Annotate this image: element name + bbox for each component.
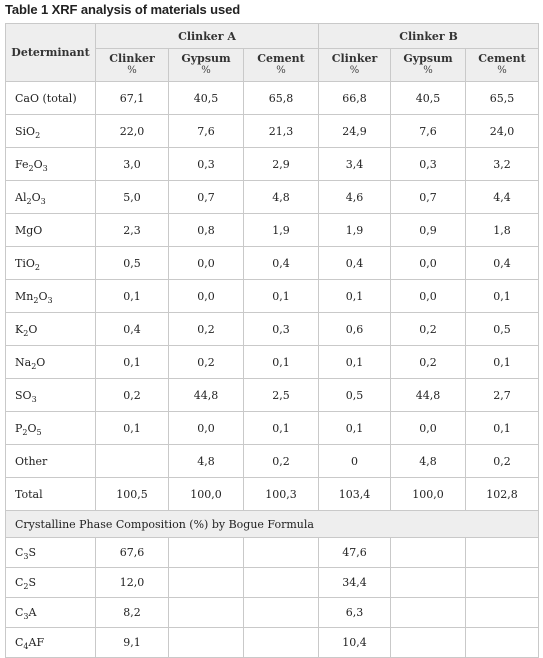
value-cell: 67,1 bbox=[96, 82, 169, 115]
label-tail-subscript: 3 bbox=[42, 163, 48, 173]
value-cell: 4,6 bbox=[319, 181, 391, 214]
column-header bbox=[319, 49, 391, 82]
value-cell: 47,6 bbox=[319, 538, 391, 568]
table-row bbox=[6, 82, 539, 115]
value-cell: 0,5 bbox=[466, 313, 539, 346]
value-cell: 100,0 bbox=[169, 478, 244, 511]
value-cell: 0,1 bbox=[244, 280, 319, 313]
value-cell: 0,1 bbox=[244, 346, 319, 379]
value-cell: 0,2 bbox=[466, 445, 539, 478]
row-label bbox=[6, 445, 96, 478]
value-cell: 0,4 bbox=[244, 247, 319, 280]
value-cell: 2,3 bbox=[96, 214, 169, 247]
label-subscript: 2 bbox=[28, 163, 34, 173]
value-cell: 0,0 bbox=[169, 280, 244, 313]
label-subscript: 2 bbox=[23, 582, 29, 591]
value-cell: 0,5 bbox=[319, 379, 391, 412]
header-row-groups bbox=[6, 24, 539, 49]
value-cell bbox=[466, 598, 539, 628]
label-base: C bbox=[15, 546, 24, 559]
label-subscript: 3 bbox=[31, 394, 37, 404]
value-cell: 0,0 bbox=[391, 247, 466, 280]
value-cell: 2,7 bbox=[466, 379, 539, 412]
value-cell: 0,1 bbox=[466, 280, 539, 313]
section-row bbox=[6, 511, 539, 538]
value-cell: 3,4 bbox=[319, 148, 391, 181]
label-base: P bbox=[15, 421, 23, 435]
value-cell: 24,9 bbox=[319, 115, 391, 148]
label-tail: O bbox=[36, 355, 46, 369]
value-cell bbox=[169, 598, 244, 628]
value-cell: 6,3 bbox=[319, 598, 391, 628]
label-base: C bbox=[15, 606, 24, 619]
row-label bbox=[6, 214, 96, 247]
table-body bbox=[6, 82, 539, 658]
column-unit: % bbox=[423, 65, 433, 76]
column-unit: % bbox=[349, 65, 360, 76]
column-header bbox=[244, 49, 319, 82]
value-cell bbox=[244, 628, 319, 658]
value-cell: 0,1 bbox=[319, 412, 391, 445]
label-tail: O bbox=[31, 190, 41, 204]
group-b-header: Clinker B bbox=[319, 24, 539, 49]
label-tail: A bbox=[28, 606, 37, 619]
value-cell bbox=[244, 538, 319, 568]
value-cell bbox=[244, 598, 319, 628]
row-label bbox=[6, 538, 96, 568]
value-cell: 100,5 bbox=[96, 478, 169, 511]
column-name: Clinker bbox=[109, 52, 155, 65]
column-unit: % bbox=[127, 65, 137, 76]
value-cell: 103,4 bbox=[319, 478, 391, 511]
value-cell: 44,8 bbox=[169, 379, 244, 412]
value-cell: 22,0 bbox=[96, 115, 169, 148]
row-label bbox=[6, 478, 96, 511]
table-row bbox=[6, 445, 539, 478]
column-name: Cement bbox=[257, 52, 305, 65]
label-tail: O bbox=[33, 157, 43, 171]
label-base: Mn bbox=[15, 289, 34, 303]
value-cell: 3,2 bbox=[466, 148, 539, 181]
value-cell: 0,1 bbox=[96, 280, 169, 313]
row-label bbox=[6, 148, 96, 181]
value-cell: 4,4 bbox=[466, 181, 539, 214]
value-cell: 24,0 bbox=[466, 115, 539, 148]
value-cell: 0,0 bbox=[169, 412, 244, 445]
value-cell: 0,2 bbox=[244, 445, 319, 478]
label-tail-subscript: 3 bbox=[40, 196, 46, 206]
value-cell: 7,6 bbox=[169, 115, 244, 148]
table-row bbox=[6, 628, 539, 658]
value-cell bbox=[96, 445, 169, 478]
label-subscript: 2 bbox=[26, 196, 32, 206]
label-tail: O bbox=[28, 322, 38, 336]
value-cell bbox=[169, 538, 244, 568]
value-cell bbox=[391, 538, 466, 568]
value-cell: 0,9 bbox=[391, 214, 466, 247]
table-row bbox=[6, 598, 539, 628]
table-row bbox=[6, 181, 539, 214]
value-cell: 0,4 bbox=[319, 247, 391, 280]
value-cell bbox=[466, 568, 539, 598]
value-cell: 2,5 bbox=[244, 379, 319, 412]
row-label bbox=[6, 280, 96, 313]
table-row bbox=[6, 412, 539, 445]
label-subscript: 2 bbox=[23, 328, 29, 338]
label-base: K bbox=[15, 322, 24, 336]
value-cell: 66,8 bbox=[319, 82, 391, 115]
column-unit: % bbox=[497, 65, 507, 76]
table-row bbox=[6, 379, 539, 412]
value-cell: 5,0 bbox=[96, 181, 169, 214]
label-base: Fe bbox=[15, 157, 29, 171]
value-cell: 0,0 bbox=[391, 280, 466, 313]
table-row bbox=[6, 214, 539, 247]
table-row bbox=[6, 538, 539, 568]
value-cell: 3,0 bbox=[96, 148, 169, 181]
label-base: SiO bbox=[15, 124, 36, 138]
table-row bbox=[6, 568, 539, 598]
value-cell bbox=[244, 568, 319, 598]
table-row bbox=[6, 148, 539, 181]
row-label bbox=[6, 346, 96, 379]
value-cell bbox=[466, 538, 539, 568]
value-cell bbox=[391, 628, 466, 658]
value-cell: 0,7 bbox=[391, 181, 466, 214]
value-cell bbox=[391, 598, 466, 628]
label-base: C bbox=[15, 636, 24, 649]
value-cell: 4,8 bbox=[169, 445, 244, 478]
value-cell: 67,6 bbox=[96, 538, 169, 568]
value-cell: 0 bbox=[319, 445, 391, 478]
value-cell: 0,3 bbox=[169, 148, 244, 181]
label-base: CaO (total) bbox=[15, 91, 77, 105]
value-cell: 0,4 bbox=[96, 313, 169, 346]
value-cell: 1,9 bbox=[244, 214, 319, 247]
value-cell: 10,4 bbox=[319, 628, 391, 658]
column-header bbox=[391, 49, 466, 82]
value-cell: 0,2 bbox=[169, 346, 244, 379]
value-cell: 0,1 bbox=[96, 412, 169, 445]
row-label bbox=[6, 82, 96, 115]
label-base: TiO bbox=[15, 256, 35, 270]
value-cell: 2,9 bbox=[244, 148, 319, 181]
value-cell: 100,3 bbox=[244, 478, 319, 511]
value-cell: 0,0 bbox=[169, 247, 244, 280]
value-cell: 0,4 bbox=[466, 247, 539, 280]
section-title: Crystalline Phase Composition (%) by Bogue Formula bbox=[6, 511, 539, 538]
label-tail: O bbox=[27, 421, 37, 435]
row-label bbox=[6, 313, 96, 346]
value-cell: 34,4 bbox=[319, 568, 391, 598]
value-cell: 100,0 bbox=[391, 478, 466, 511]
value-cell: 65,5 bbox=[466, 82, 539, 115]
value-cell: 44,8 bbox=[391, 379, 466, 412]
label-base: Na bbox=[15, 355, 32, 369]
value-cell: 0,8 bbox=[169, 214, 244, 247]
label-base: Total bbox=[15, 487, 43, 501]
row-label bbox=[6, 412, 96, 445]
table-row bbox=[6, 313, 539, 346]
table-row bbox=[6, 115, 539, 148]
column-header bbox=[466, 49, 539, 82]
value-cell: 0,1 bbox=[319, 346, 391, 379]
xrf-table bbox=[5, 23, 539, 658]
label-base: Other bbox=[15, 454, 48, 468]
value-cell bbox=[391, 568, 466, 598]
label-tail: S bbox=[28, 546, 37, 559]
value-cell: 102,8 bbox=[466, 478, 539, 511]
row-label bbox=[6, 379, 96, 412]
value-cell: 7,6 bbox=[391, 115, 466, 148]
column-name: Clinker bbox=[331, 52, 378, 65]
value-cell: 4,8 bbox=[244, 181, 319, 214]
value-cell: 8,2 bbox=[96, 598, 169, 628]
value-cell: 0,0 bbox=[391, 412, 466, 445]
value-cell: 0,2 bbox=[391, 346, 466, 379]
row-label bbox=[6, 181, 96, 214]
table-title: Table 1 XRF analysis of materials used bbox=[5, 2, 241, 17]
value-cell: 4,8 bbox=[391, 445, 466, 478]
value-cell bbox=[169, 628, 244, 658]
column-unit: % bbox=[201, 65, 211, 76]
value-cell bbox=[169, 568, 244, 598]
value-cell: 0,1 bbox=[96, 346, 169, 379]
label-subscript: 2 bbox=[35, 130, 41, 140]
value-cell: 0,2 bbox=[169, 313, 244, 346]
label-subscript: 2 bbox=[22, 427, 28, 437]
label-tail: AF bbox=[28, 636, 45, 649]
row-label bbox=[6, 598, 96, 628]
table-row bbox=[6, 478, 539, 511]
table-row bbox=[6, 280, 539, 313]
value-cell: 0,6 bbox=[319, 313, 391, 346]
label-subscript: 2 bbox=[34, 262, 40, 272]
column-name: Gypsum bbox=[403, 52, 453, 65]
group-a-header: Clinker A bbox=[96, 24, 319, 49]
column-name: Gypsum bbox=[181, 52, 231, 65]
value-cell bbox=[466, 628, 539, 658]
label-subscript: 2 bbox=[33, 295, 39, 305]
label-tail-subscript: 5 bbox=[36, 427, 42, 437]
label-subscript: 3 bbox=[23, 612, 29, 621]
row-label bbox=[6, 628, 96, 658]
value-cell: 65,8 bbox=[244, 82, 319, 115]
value-cell: 0,1 bbox=[466, 346, 539, 379]
column-header bbox=[169, 49, 244, 82]
value-cell: 0,1 bbox=[466, 412, 539, 445]
value-cell: 40,5 bbox=[169, 82, 244, 115]
label-tail-subscript: 3 bbox=[47, 295, 53, 305]
value-cell: 0,7 bbox=[169, 181, 244, 214]
column-header bbox=[96, 49, 169, 82]
row-label bbox=[6, 568, 96, 598]
row-label bbox=[6, 115, 96, 148]
column-name: Cement bbox=[478, 52, 526, 65]
value-cell: 0,3 bbox=[244, 313, 319, 346]
value-cell: 21,3 bbox=[244, 115, 319, 148]
label-base: Al bbox=[15, 190, 27, 204]
column-unit: % bbox=[276, 65, 286, 76]
table-row bbox=[6, 247, 539, 280]
value-cell: 0,5 bbox=[96, 247, 169, 280]
value-cell: 0,2 bbox=[96, 379, 169, 412]
label-subscript: 2 bbox=[31, 361, 37, 371]
value-cell: 12,0 bbox=[96, 568, 169, 598]
value-cell: 1,8 bbox=[466, 214, 539, 247]
value-cell: 0,2 bbox=[391, 313, 466, 346]
row-label bbox=[6, 247, 96, 280]
label-base: MgO bbox=[15, 223, 43, 237]
label-tail: O bbox=[38, 289, 48, 303]
label-subscript: 3 bbox=[23, 552, 29, 561]
table-row bbox=[6, 346, 539, 379]
value-cell: 9,1 bbox=[96, 628, 169, 658]
label-base: SO bbox=[15, 388, 32, 402]
value-cell: 0,3 bbox=[391, 148, 466, 181]
label-base: C bbox=[15, 576, 24, 589]
value-cell: 0,1 bbox=[319, 280, 391, 313]
determinant-header: Determinant bbox=[6, 24, 96, 82]
value-cell: 1,9 bbox=[319, 214, 391, 247]
value-cell: 0,1 bbox=[244, 412, 319, 445]
label-subscript: 4 bbox=[23, 642, 29, 651]
value-cell: 40,5 bbox=[391, 82, 466, 115]
label-tail: S bbox=[28, 576, 37, 589]
